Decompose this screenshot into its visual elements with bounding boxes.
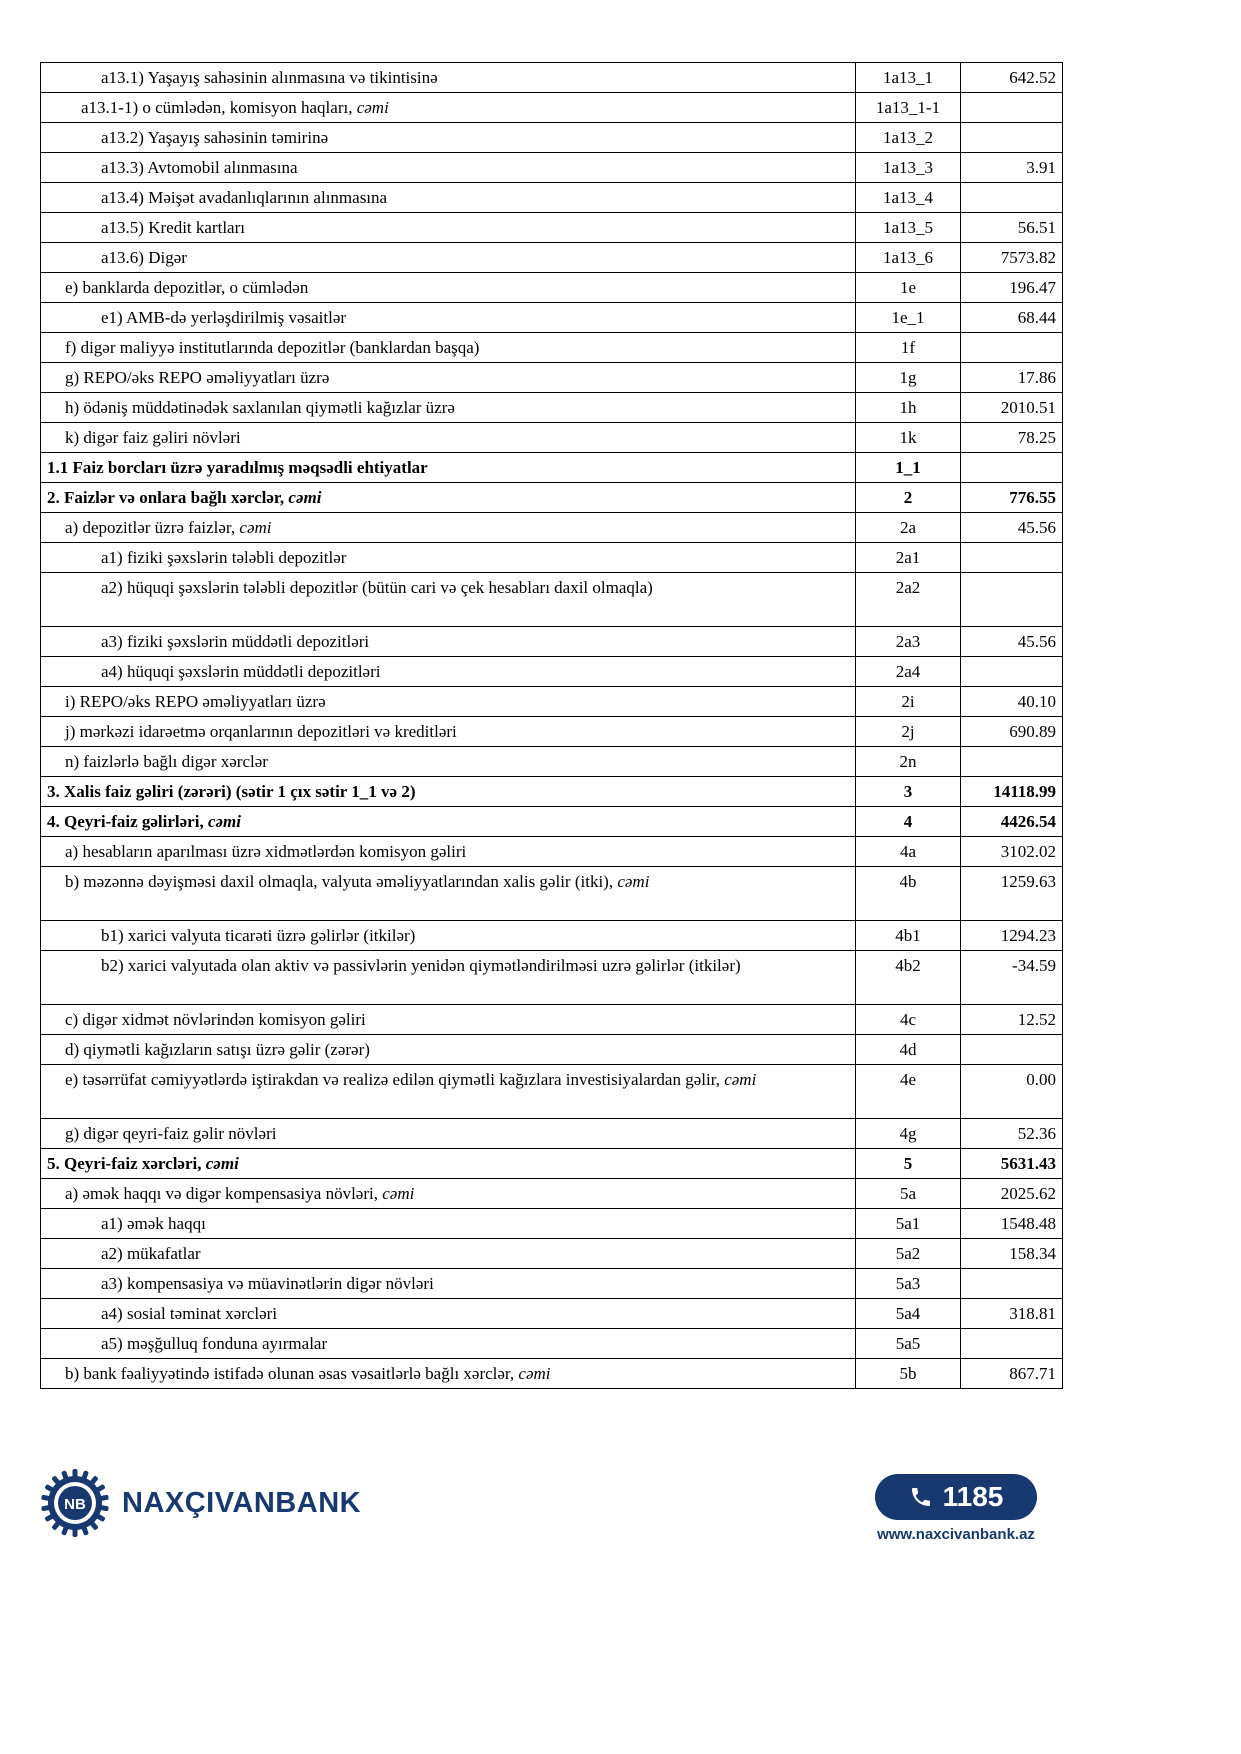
table-row (41, 1005, 1063, 1035)
row-label: a13.1-1) o cümlədən, komisyon haqları, cəmi (41, 93, 856, 123)
row-label: a3) kompensasiya və müavinətlərin digər növləri (41, 1269, 856, 1299)
table-row (41, 333, 1063, 363)
row-value: 3102.02 (961, 837, 1063, 867)
row-label: n) faizlərlə bağlı digər xərclər (41, 747, 856, 777)
row-code: 2a3 (856, 627, 961, 657)
row-value: 4426.54 (961, 807, 1063, 837)
row-value (961, 93, 1063, 123)
row-label: k) digər faiz gəliri növləri (41, 423, 856, 453)
row-code: 1a13_1 (856, 63, 961, 93)
table-row (41, 543, 1063, 573)
row-value (961, 333, 1063, 363)
row-label: 2. Faizlər və onlara bağlı xərclər, cəmi (41, 483, 856, 513)
row-code: 4a (856, 837, 961, 867)
row-code: 1e (856, 273, 961, 303)
row-value: 45.56 (961, 513, 1063, 543)
row-value: 642.52 (961, 63, 1063, 93)
row-label: f) digər maliyyə institutlarında depozitlər (banklardan başqa) (41, 333, 856, 363)
row-label: c) digər xidmət növlərindən komisyon gəliri (41, 1005, 856, 1035)
row-label: a13.1) Yaşayış sahəsinin alınmasına və tikintisinə (41, 63, 856, 93)
row-value: 318.81 (961, 1299, 1063, 1329)
row-label-italic: cəmi (382, 1184, 415, 1203)
row-value: 12.52 (961, 1005, 1063, 1035)
table-row (41, 627, 1063, 657)
row-value: 690.89 (961, 717, 1063, 747)
row-value: 45.56 (961, 627, 1063, 657)
table-row (41, 573, 1063, 627)
row-value: 14118.99 (961, 777, 1063, 807)
row-label: 1.1 Faiz borcları üzrə yaradılmış məqsədli ehtiyatlar (41, 453, 856, 483)
row-label: b) məzənnə dəyişməsi daxil olmaqla, valyuta əməliyyatlarından xalis gəlir (itki), cəmi (41, 867, 856, 921)
financial-report-table (40, 62, 1063, 1389)
row-value: 52.36 (961, 1119, 1063, 1149)
row-value (961, 183, 1063, 213)
row-code: 1e_1 (856, 303, 961, 333)
row-code: 5a4 (856, 1299, 961, 1329)
row-code: 2 (856, 483, 961, 513)
table-row (41, 1065, 1063, 1119)
table-row (41, 213, 1063, 243)
bank-name: NAXÇIVANBANK (122, 1486, 362, 1519)
table-row (41, 1329, 1063, 1359)
row-label: b) bank fəaliyyətində istifadə olunan əsas vəsaitlərlə bağlı xərclər, cəmi (41, 1359, 856, 1389)
row-code: 1a13_4 (856, 183, 961, 213)
row-value (961, 573, 1063, 627)
row-label-italic: cəmi (205, 1154, 239, 1173)
row-code: 5 (856, 1149, 961, 1179)
row-label: a1) fiziki şəxslərin tələbli depozitlər (41, 543, 856, 573)
row-label: 4. Qeyri-faiz gəlirləri, cəmi (41, 807, 856, 837)
row-value: 2025.62 (961, 1179, 1063, 1209)
table-body (41, 63, 1063, 1389)
row-code: 1g (856, 363, 961, 393)
row-value: 7573.82 (961, 243, 1063, 273)
row-label: a3) fiziki şəxslərin müddətli depozitləri (41, 627, 856, 657)
row-label-italic: cəmi (518, 1364, 551, 1383)
table-row (41, 1359, 1063, 1389)
table-row (41, 921, 1063, 951)
row-label-italic: cəmi (356, 98, 389, 117)
phone-badge (875, 1474, 1037, 1520)
row-label: a2) hüquqi şəxslərin tələbli depozitlər (bütün cari və çek hesabları daxil olmaqla) (41, 573, 856, 627)
table-row (41, 687, 1063, 717)
row-code: 1a13_2 (856, 123, 961, 153)
row-code: 2a1 (856, 543, 961, 573)
row-code: 4e (856, 1065, 961, 1119)
row-value: -34.59 (961, 951, 1063, 1005)
row-label: e) banklarda depozitlər, o cümlədən (41, 273, 856, 303)
row-label: i) REPO/əks REPO əməliyyatları üzrə (41, 687, 856, 717)
table-row (41, 123, 1063, 153)
row-code: 1h (856, 393, 961, 423)
table-row (41, 153, 1063, 183)
row-label: b1) xarici valyuta ticarəti üzrə gəlirlər (itkilər) (41, 921, 856, 951)
row-code: 5a (856, 1179, 961, 1209)
row-code: 1f (856, 333, 961, 363)
row-label: a) hesabların aparılması üzrə xidmətlərdən komisyon gəliri (41, 837, 856, 867)
website-url: www.naxcivanbank.az (877, 1526, 1035, 1543)
row-label-italic: cəmi (724, 1070, 757, 1089)
table-row (41, 1119, 1063, 1149)
row-code: 2n (856, 747, 961, 777)
row-code: 2a4 (856, 657, 961, 687)
footer (40, 1468, 1241, 1554)
row-value: 17.86 (961, 363, 1063, 393)
phone-number: 1185 (942, 1481, 1004, 1512)
row-label: 3. Xalis faiz gəliri (zərəri) (sətir 1 çıx sətir 1_1 və 2) (41, 777, 856, 807)
row-code: 4b (856, 867, 961, 921)
row-value: 2010.51 (961, 393, 1063, 423)
table-row (41, 1035, 1063, 1065)
row-value: 158.34 (961, 1239, 1063, 1269)
bank-brand (40, 1468, 361, 1538)
row-label: j) mərkəzi idarəetmə orqanlarının depozitləri və kreditləri (41, 717, 856, 747)
row-code: 1a13_6 (856, 243, 961, 273)
table-row (41, 657, 1063, 687)
row-label: a13.5) Kredit kartları (41, 213, 856, 243)
row-value (961, 543, 1063, 573)
row-value (961, 123, 1063, 153)
table-row (41, 1269, 1063, 1299)
row-value: 78.25 (961, 423, 1063, 453)
row-label: a13.4) Məişət avadanlıqlarının alınmasına (41, 183, 856, 213)
row-code: 4b1 (856, 921, 961, 951)
table-row (41, 63, 1063, 93)
table-row (41, 1179, 1063, 1209)
row-label: g) REPO/əks REPO əməliyyatları üzrə (41, 363, 856, 393)
row-code: 1a13_5 (856, 213, 961, 243)
row-code: 5b (856, 1359, 961, 1389)
row-value (961, 1269, 1063, 1299)
row-label: a13.3) Avtomobil alınmasına (41, 153, 856, 183)
row-label: e) təsərrüfat cəmiyyətlərdə iştirakdan və realizə edilən qiymətli kağızlara investisiyalardan gəlir, cəmi (41, 1065, 856, 1119)
table-row (41, 1209, 1063, 1239)
row-code: 1a13_1-1 (856, 93, 961, 123)
row-code: 2j (856, 717, 961, 747)
table-row (41, 951, 1063, 1005)
phone-icon (909, 1485, 933, 1509)
row-value (961, 1035, 1063, 1065)
row-label-italic: cəmi (617, 872, 650, 891)
row-value: 1259.63 (961, 867, 1063, 921)
row-label: a13.6) Digər (41, 243, 856, 273)
row-label: a) əmək haqqı və digər kompensasiya növləri, cəmi (41, 1179, 856, 1209)
row-value: 3.91 (961, 153, 1063, 183)
row-value (961, 657, 1063, 687)
table-row (41, 1149, 1063, 1179)
row-code: 3 (856, 777, 961, 807)
table-row (41, 93, 1063, 123)
row-label: b2) xarici valyutada olan aktiv və passivlərin yenidən qiymətləndirilməsi uzrə gəlirlər (itkilər) (41, 951, 856, 1005)
table-row (41, 1299, 1063, 1329)
table-row (41, 393, 1063, 423)
row-label: g) digər qeyri-faiz gəlir növləri (41, 1119, 856, 1149)
row-label-italic: cəmi (288, 488, 322, 507)
row-code: 1k (856, 423, 961, 453)
row-label: e1) AMB-də yerləşdirilmiş vəsaitlər (41, 303, 856, 333)
row-code: 5a1 (856, 1209, 961, 1239)
row-value (961, 1329, 1063, 1359)
row-label: a4) sosial təminat xərcləri (41, 1299, 856, 1329)
row-code: 2i (856, 687, 961, 717)
row-value: 5631.43 (961, 1149, 1063, 1179)
row-code: 5a5 (856, 1329, 961, 1359)
table-row (41, 777, 1063, 807)
row-label: a2) mükafatlar (41, 1239, 856, 1269)
table-row (41, 183, 1063, 213)
row-code: 4d (856, 1035, 961, 1065)
row-value (961, 747, 1063, 777)
row-value: 40.10 (961, 687, 1063, 717)
row-value: 1548.48 (961, 1209, 1063, 1239)
bank-gear-logo-icon (40, 1468, 110, 1538)
row-label: a) depozitlər üzrə faizlər, cəmi (41, 513, 856, 543)
row-label: d) qiymətli kağızların satışı üzrə gəlir (zərər) (41, 1035, 856, 1065)
table-row (41, 513, 1063, 543)
row-code: 4g (856, 1119, 961, 1149)
row-label: a4) hüquqi şəxslərin müddətli depozitləri (41, 657, 856, 687)
row-value: 196.47 (961, 273, 1063, 303)
row-value: 0.00 (961, 1065, 1063, 1119)
table-row (41, 747, 1063, 777)
row-label: a5) məşğulluq fonduna ayırmalar (41, 1329, 856, 1359)
row-code: 5a3 (856, 1269, 961, 1299)
table-row (41, 303, 1063, 333)
table-row (41, 423, 1063, 453)
row-label: h) ödəniş müddətinədək saxlanılan qiymətli kağızlar üzrə (41, 393, 856, 423)
row-label: a1) əmək haqqı (41, 1209, 856, 1239)
table-row (41, 1239, 1063, 1269)
row-label: a13.2) Yaşayış sahəsinin təmirinə (41, 123, 856, 153)
table-row (41, 243, 1063, 273)
row-label-italic: cəmi (207, 812, 241, 831)
table-row (41, 483, 1063, 513)
row-value: 1294.23 (961, 921, 1063, 951)
row-value: 776.55 (961, 483, 1063, 513)
row-code: 1_1 (856, 453, 961, 483)
row-code: 5a2 (856, 1239, 961, 1269)
row-code: 4c (856, 1005, 961, 1035)
row-value: 867.71 (961, 1359, 1063, 1389)
row-code: 1a13_3 (856, 153, 961, 183)
table-row (41, 453, 1063, 483)
row-code: 2a2 (856, 573, 961, 627)
row-value: 56.51 (961, 213, 1063, 243)
row-value (961, 453, 1063, 483)
table-row (41, 807, 1063, 837)
table-row (41, 837, 1063, 867)
table-row (41, 717, 1063, 747)
row-code: 2a (856, 513, 961, 543)
row-code: 4b2 (856, 951, 961, 1005)
row-label-italic: cəmi (239, 518, 272, 537)
row-label: 5. Qeyri-faiz xərcləri, cəmi (41, 1149, 856, 1179)
table-row (41, 273, 1063, 303)
row-value: 68.44 (961, 303, 1063, 333)
table-row (41, 363, 1063, 393)
row-code: 4 (856, 807, 961, 837)
logo-initials: NB (64, 1496, 86, 1513)
table-row (41, 867, 1063, 921)
